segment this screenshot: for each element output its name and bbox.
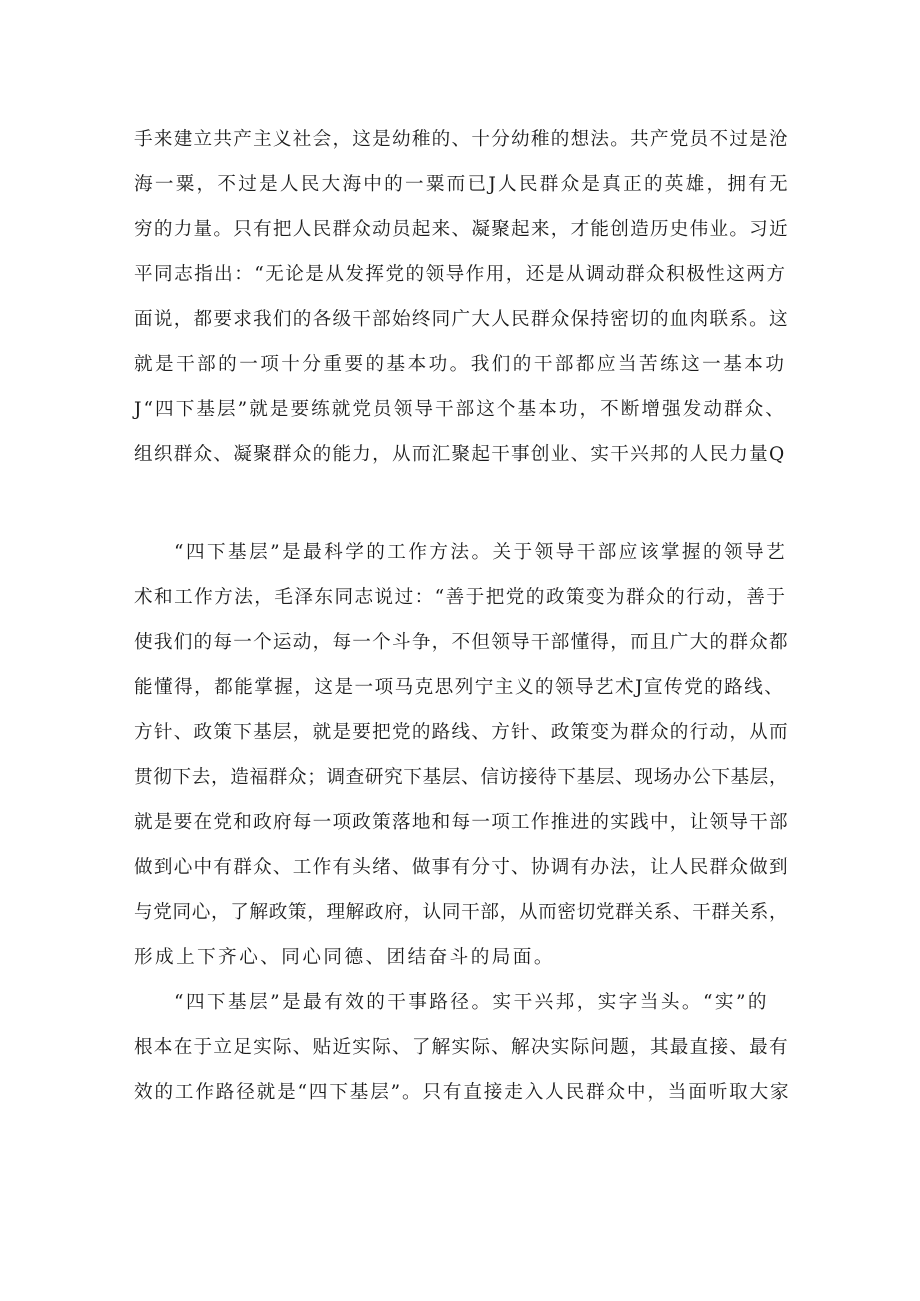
paragraph-2-line-9: 与党同心，了解政策，理解政府，认同干部，从而密切党群关系、干群关系， bbox=[134, 902, 789, 923]
paragraph-2-line-4: 能懂得，都能掌握，这是一项马克思列宁主义的领导艺术J宣传党的路线、 bbox=[134, 677, 785, 698]
paragraph-2-line-3: 使我们的每一个运动，每一个斗争，不但领导干部懂得，而且广大的群众都 bbox=[134, 632, 789, 653]
paragraph-2-line-2: 术和工作方法，毛泽东同志说过：“善于把党的政策变为群众的行动，善于 bbox=[134, 587, 787, 608]
paragraph-2-line-5: 方针、政策下基层，就是要把党的路线、方针、政策变为群众的行动，从而 bbox=[134, 722, 789, 743]
paragraph-3-line-2: 根本在于立足实际、贴近实际、了解实际、解决实际问题，其最直接、最有 bbox=[134, 1037, 789, 1058]
paragraph-2-line-8: 做到心中有群众、工作有头绪、做事有分寸、协调有办法，让人民群众做到 bbox=[134, 857, 789, 878]
paragraph-1-line-8: 组织群众、凝聚群众的能力，从而汇聚起干事创业、实干兴邦的人民力量Q bbox=[134, 444, 786, 465]
paragraph-1-line-2: 海一粟，不过是人民大海中的一粟而已J人民群众是真正的英雄，拥有无 bbox=[134, 174, 790, 195]
paragraph-2-line-1: “四下基层”是最科学的工作方法。关于领导干部应该掌握的领导艺 bbox=[174, 542, 788, 563]
paragraph-3-line-3: 效的工作路径就是“四下基层”。只有直接走入人民群众中，当面听取大家 bbox=[134, 1082, 791, 1103]
paragraph-1-line-3: 穷的力量。只有把人民群众动员起来、凝聚起来，才能创造历史伟业。习近 bbox=[134, 219, 789, 240]
paragraph-1-line-4: 平同志指出：“无论是从发挥党的领导作用，还是从调动群众积极性这两方 bbox=[134, 264, 787, 285]
paragraph-3-line-1: “四下基层”是最有效的干事路径。实干兴邦，实字当头。“实”的 bbox=[174, 992, 769, 1013]
paragraph-2-line-10: 形成上下齐心、同心同德、团结奋斗的局面。 bbox=[134, 947, 555, 968]
paragraph-1-line-6: 就是干部的一项十分重要的基本功。我们的干部都应当苦练这一基本功 bbox=[134, 354, 787, 375]
paragraph-1-line-1: 手来建立共产主义社会，这是幼稚的、十分幼稚的想法。共产党员不过是沧 bbox=[134, 129, 789, 150]
paragraph-1-line-5: 面说，都要求我们的各级干部始终同广大人民群众保持密切的血肉联系。这 bbox=[134, 309, 789, 330]
paragraph-2-line-6: 贯彻下去，造福群众；调查研究下基层、信访接待下基层、现场办公下基层， bbox=[134, 767, 789, 788]
paragraph-2-line-7: 就是要在党和政府每一项政策落地和每一项工作推进的实践中，让领导干部 bbox=[134, 812, 789, 833]
paragraph-1-line-7: J“四下基层”就是要练就党员领导干部这个基本功，不断增强发动群众、 bbox=[134, 399, 786, 420]
